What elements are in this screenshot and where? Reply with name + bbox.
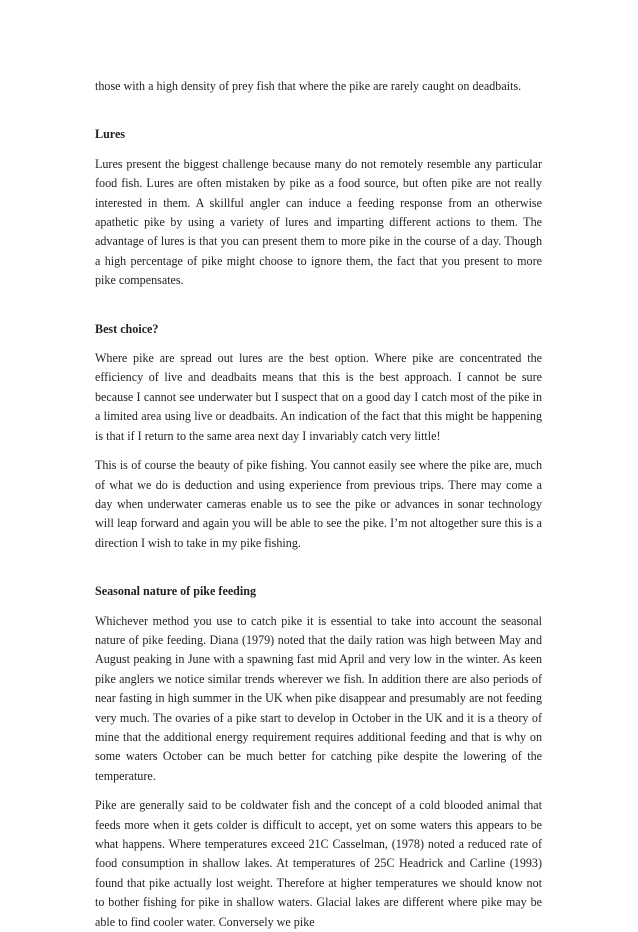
lures-heading: Lures — [95, 127, 126, 142]
seasonal-heading: Seasonal nature of pike feeding — [95, 584, 257, 599]
best-choice-paragraph-1: Where pike are spread out lures are the best option. Where pike are concentrated the efficiency of live and deadbaits means that this is the best approach. I cannot be sure because I cannot see underwater but I suspect that on a good day I catch most of the pike in a limited area using live or deadbaits. An indication of the fact that this might be happening is that if I return to the same area next day I invariably catch very little! — [95, 351, 542, 443]
document-page — [95, 77, 542, 932]
lures-paragraph: Lures present the biggest challenge because many do not remotely resemble any particular food fish. Lures are often mistaken by pike as a food source, but often pike are not really interested in them. A skillful angler can induce a feeding response from an otherwise apathetic pike by using a variety of lures and imparting different actions to them. The advantage of lures is that you can present them to more pike in the course of a day. Though a high percentage of pike might choose to ignore them, the fact that you present to more pike compensates. — [95, 156, 542, 288]
best-choice-paragraph-2: This is of course the beauty of pike fishing. You cannot easily see where the pike are, much of what we do is deduction and using experience from previous trips. There may come a day when underwater cameras enable us to see the pike or advances in sonar technology will leap forward and again you will be able to see the pike. I’m not altogether sure this is a direction I wish to take in my pike fishing. — [95, 458, 542, 550]
best-choice-heading: Best choice? — [95, 321, 159, 336]
seasonal-paragraph-2: Pike are generally said to be coldwater fish and the concept of a cold blooded animal that feeds more when it gets colder is difficult to accept, yet on some waters this appears to be what happens. Where temperatures exceed 21C Casselman, (1978) noted a reduced rate of food consumption in shallow lakes. At temperatures of 25C Headrick and Carline (1993) found that pike actually lost weight. Therefore at higher temperatures we should know not to bother fishing for pike in shallow waters. Glacial lakes are different where pike may be able to find cooler water. Conversely we pike — [95, 798, 542, 929]
intro-paragraph: those with a high density of prey fish that where the pike are rarely caught on deadbaits. — [95, 79, 522, 93]
seasonal-paragraph-1: Whichever method you use to catch pike it is essential to take into account the seasonal nature of pike feeding. Diana (1979) noted that the daily ration was high between May and August peaking in June with a spawning fast mid April and very low in the winter. As keen pike anglers we notice similar trends wherever we fish. In addition there are also periods of near fasting in high summer in the UK when pike disappear and presumably are not feeding very much. The ovaries of a pike start to develop in October in the UK and it is a theory of mine that the additional energy requirement requires additional feeding and that is why on some waters October can be much better for catching pike despite the lowering of the temperature. — [95, 613, 542, 783]
